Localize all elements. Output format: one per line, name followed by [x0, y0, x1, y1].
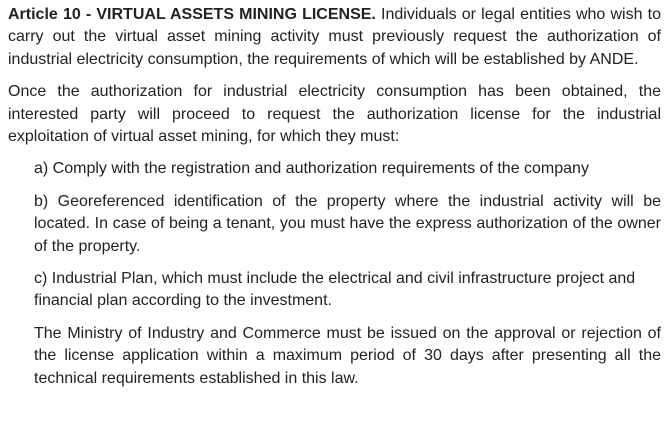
article-intro-text: Individuals or legal entities who wish to carry out the virtual asset mining activity must previously request the authorization of industrial electricity consumption, the requirements of which will be established by ANDE.	[8, 6, 661, 68]
closing-paragraph: The Ministry of Industry and Commerce must be issued on the approval or rejection of the license application within a maximum period of 30 days after presenting all the technical requirements established in this law.	[34, 324, 661, 387]
list-item: a) Comply with the registration and authorization requirements of the company	[34, 160, 589, 178]
authorization-paragraph: Once the authorization for industrial electricity consumption has been obtained, the interested party will proceed to request the authorization license for the industrial exploitation of virtual asset mining, for which they must:	[8, 83, 661, 146]
list-item: c) Industrial Plan, which must include the electrical and civil infrastructure project and financial plan according to the investment.	[34, 270, 636, 310]
list-item: b) Georeferenced identification of the property where the industrial activity will be located. In case of being a tenant, you must have the express authorization of the owner of the property.	[34, 192, 661, 255]
article-heading: Article 10 - VIRTUAL ASSETS MINING LICENSE.	[8, 6, 376, 23]
requirements-list	[8, 158, 661, 390]
article-intro-paragraph	[8, 4, 661, 71]
